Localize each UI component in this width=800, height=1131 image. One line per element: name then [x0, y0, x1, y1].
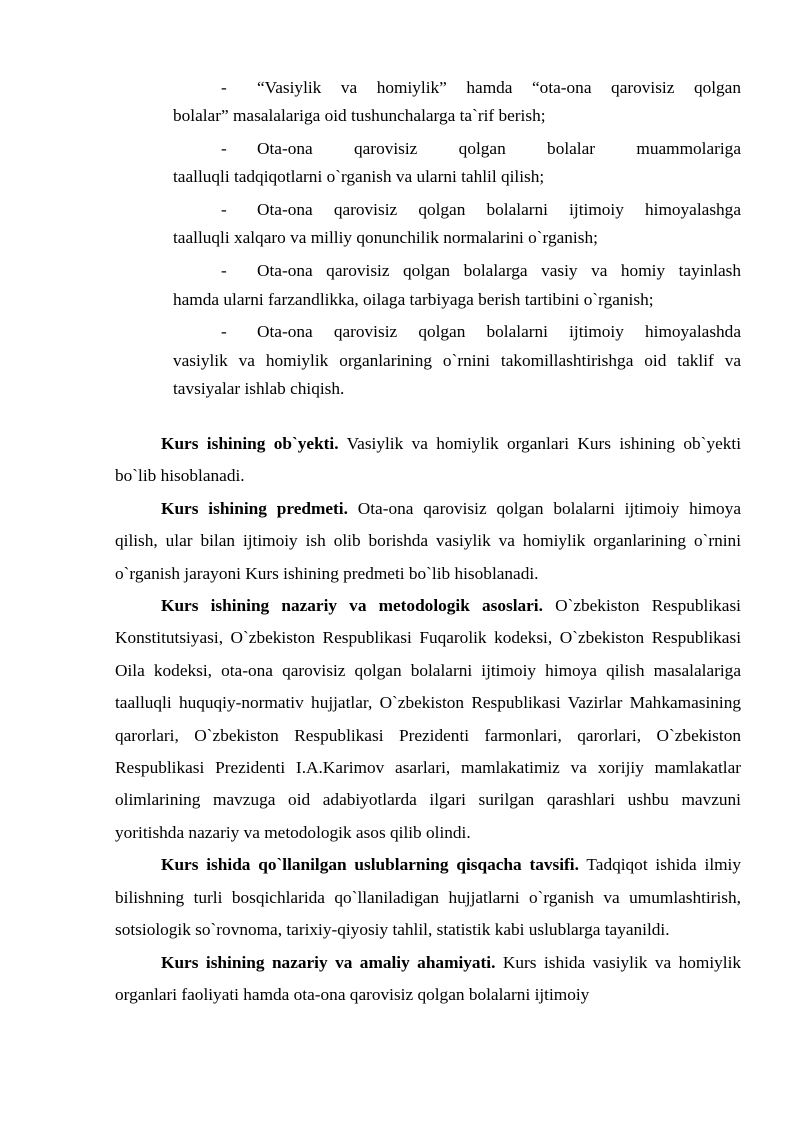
- paragraph-text: Kurs ishida vasiylik va homiylik organlari faoliyati hamda ota-ona qarovisiz qolgan bolalarni ijtimoiy: [115, 952, 742, 1004]
- list-dash: -: [221, 78, 227, 97]
- list-item-first-line: Ota-ona qarovisiz qolgan bolalarga vasiy va homiy tayinlash: [257, 261, 741, 281]
- list-item-first-line: Ota-ona qarovisiz qolgan bolalarni ijtimoiy himoyalashda: [257, 322, 741, 342]
- list-item-continuation: bolalar” masalalariga oid tushunchalarga ta`rif berish;: [173, 106, 546, 126]
- paragraph-text: Vasiylik va homiylik organlari Kurs ishining ob`yekti bo`lib hisoblanadi.: [115, 434, 741, 486]
- list-item-continuation: vasiylik va homiylik organlarining o`rnini takomillashtirishga oid taklif va tavsiyalar ishlab chiqish.: [173, 350, 741, 398]
- body-text: [115, 428, 741, 1011]
- paragraph-heading: Kurs ishining predmeti.: [161, 498, 348, 518]
- list-item-continuation: hamda ularni farzandlikka, oilaga tarbiyaga berish tartibini o`rganish;: [173, 289, 654, 309]
- paragraph-subject: [115, 493, 741, 590]
- list-dash: -: [221, 322, 227, 342]
- list-dash: -: [221, 200, 227, 220]
- list-dash: -: [221, 261, 227, 281]
- task-list: [173, 74, 741, 408]
- list-item: [173, 257, 741, 314]
- list-dash: -: [221, 139, 227, 159]
- list-item-first-line: Ota-ona qarovisiz qolgan bolalarni ijtimoiy himoyalashga: [257, 200, 741, 220]
- paragraph-heading: Kurs ishining nazariy va metodologik asoslari.: [161, 596, 543, 616]
- paragraph-methods: [115, 849, 741, 946]
- list-item-continuation: taalluqli xalqaro va milliy qonunchilik normalarini o`rganish;: [173, 228, 598, 248]
- paragraph-object: [115, 428, 741, 493]
- paragraph-text: O`zbekiston Respublikasi Konstitutsiyasi, O`zbekiston Respublikasi Fuqarolik kodeksi, O`zbekiston Respublikasi Oila kodeksi, ota-ona qarovisiz qolgan bolalarni ijtimoiy himoya qilish masalalariga taalluqli huquqiy-normativ hujjatlar, O`zbekiston Respublikasi Vazirlar Mahkamasining qarorlari, O`zbekiston Respublikasi Prezidenti farmonlari, qarorlari, O`zbekiston Respublikasi Prezidenti I.A.Karimov asarlari, mamlakatimiz va xorijiy mamlakatlar olimlarining mavzuga oid adabiyotlarda ilgari surilgan qarashlari ushbu mavzuni yoritishda nazariy va metodologik asos qilib olindi.: [115, 596, 741, 842]
- paragraph-text: Tadqiqot ishida ilmiy bilishning turli bosqichlarida qo`llaniladigan hujjatlarni o`rganish va umumlashtirish, sotsiologik so`rovnoma, tarixiy-qiyosiy tahlil, statistik kabi uslublarga tayanildi.: [115, 855, 742, 940]
- paragraph-heading: Kurs ishida qo`llanilgan uslublarning qisqacha tavsifi.: [161, 855, 579, 875]
- paragraph-text: Ota-ona qarovisiz qolgan bolalarni ijtimoiy himoya qilish, ular bilan ijtimoiy ish olib borishda vasiylik va homiylik organlarining o`rnini o`rganish jarayoni Kurs ishining predmeti bo`lib hisoblanadi.: [115, 498, 741, 583]
- list-item: [173, 135, 741, 192]
- list-item: [173, 74, 741, 131]
- list-item: [173, 196, 741, 253]
- paragraph-heading: Kurs ishining ob`yekti.: [161, 434, 339, 453]
- paragraph-foundations: [115, 590, 741, 849]
- list-item-first-line: Ota-ona qarovisiz qolgan bolalar muammolariga: [257, 139, 741, 159]
- list-item-continuation: taalluqli tadqiqotlarni o`rganish va ularni tahlil qilish;: [173, 167, 545, 187]
- paragraph-heading: Kurs ishining nazariy va amaliy ahamiyati.: [161, 952, 496, 972]
- paragraph-significance: [115, 947, 741, 1012]
- list-item-first-line: “Vasiylik va homiylik” hamda “ota-ona qarovisiz qolgan: [257, 78, 741, 97]
- list-item: [173, 318, 741, 403]
